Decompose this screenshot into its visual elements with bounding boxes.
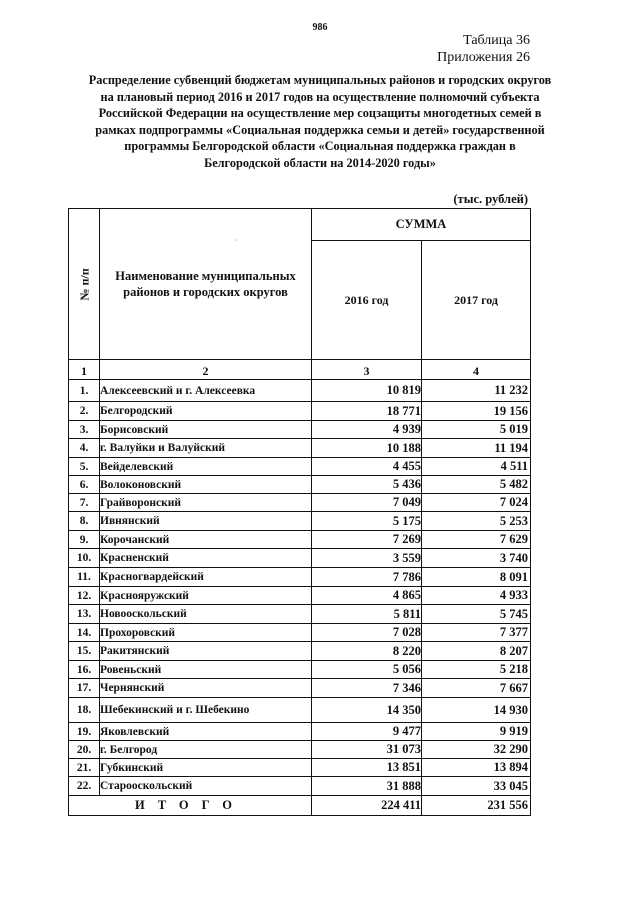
title-line: рамках подпрограммы «Социальная поддержка семьи и детей» государственной	[95, 122, 545, 137]
row-value-2017: 14 930	[422, 698, 531, 723]
subventions-table	[68, 208, 531, 816]
row-number: 9.	[69, 531, 100, 549]
table-row	[69, 679, 531, 698]
row-number: 2.	[69, 402, 100, 421]
title-line: Белгородской области на 2014-2020 годы»	[204, 155, 436, 170]
row-number: 3.	[69, 421, 100, 439]
row-number: 7.	[69, 494, 100, 512]
scan-mark: ·	[234, 236, 237, 245]
row-district-name: г. Белгород	[100, 741, 312, 759]
document-title	[70, 72, 570, 171]
row-value-2016: 10 819	[312, 380, 422, 402]
table-body	[69, 380, 531, 796]
row-district-name: Ракитянский	[100, 642, 312, 661]
row-value-2017: 7 667	[422, 679, 531, 698]
header-sum: СУММА	[312, 209, 531, 241]
table-row	[69, 698, 531, 723]
row-value-2016: 14 350	[312, 698, 422, 723]
row-value-2016: 7 786	[312, 568, 422, 587]
row-value-2016: 3 559	[312, 549, 422, 568]
row-value-2017: 4 933	[422, 587, 531, 605]
table-row	[69, 421, 531, 439]
row-value-2016: 5 436	[312, 476, 422, 494]
header-num: № п/п	[77, 268, 92, 301]
row-value-2017: 11 232	[422, 380, 531, 402]
row-number: 19.	[69, 723, 100, 741]
row-district-name: Ровеньский	[100, 661, 312, 679]
row-value-2017: 7 629	[422, 531, 531, 549]
row-value-2016: 8 220	[312, 642, 422, 661]
row-value-2017: 32 290	[422, 741, 531, 759]
row-district-name: Вейделевский	[100, 458, 312, 476]
row-value-2017: 5 218	[422, 661, 531, 679]
row-district-name: Новооскольский	[100, 605, 312, 624]
row-number: 18.	[69, 698, 100, 723]
row-value-2016: 10 188	[312, 439, 422, 458]
table-row	[69, 549, 531, 568]
row-district-name: Губкинский	[100, 759, 312, 777]
table-row	[69, 494, 531, 512]
table-row	[69, 723, 531, 741]
row-number: 14.	[69, 624, 100, 642]
row-value-2017: 3 740	[422, 549, 531, 568]
row-district-name: Красненский	[100, 549, 312, 568]
row-number: 16.	[69, 661, 100, 679]
row-value-2017: 33 045	[422, 777, 531, 796]
table-row	[69, 624, 531, 642]
row-district-name: Ивнянский	[100, 512, 312, 531]
row-value-2017: 5 482	[422, 476, 531, 494]
row-value-2016: 4 865	[312, 587, 422, 605]
row-value-2017: 9 919	[422, 723, 531, 741]
row-value-2017: 19 156	[422, 402, 531, 421]
table-row	[69, 439, 531, 458]
page-number: 986	[312, 22, 328, 33]
row-value-2016: 4 939	[312, 421, 422, 439]
table-ref-line2: Приложения 26	[437, 50, 530, 65]
row-number: 5.	[69, 458, 100, 476]
units-label: (тыс. рублей)	[453, 192, 528, 206]
total-label: ИТОГО	[69, 796, 312, 816]
row-value-2016: 7 346	[312, 679, 422, 698]
row-number: 22.	[69, 777, 100, 796]
header-year-2017: 2017 год	[422, 241, 531, 360]
row-value-2017: 11 194	[422, 439, 531, 458]
row-number: 4.	[69, 439, 100, 458]
row-number: 6.	[69, 476, 100, 494]
row-district-name: Алексеевский и г. Алексеевка	[100, 380, 312, 402]
row-number: 8.	[69, 512, 100, 531]
column-index-row	[69, 360, 531, 380]
row-district-name: Старооскольский	[100, 777, 312, 796]
row-district-name: Красногвардейский	[100, 568, 312, 587]
row-value-2016: 7 028	[312, 624, 422, 642]
row-district-name: г. Валуйки и Валуйский	[100, 439, 312, 458]
title-line: Российской Федерации на осуществление мер соцзащиты многодетных семей в	[98, 106, 542, 120]
table-row	[69, 661, 531, 679]
row-value-2016: 31 073	[312, 741, 422, 759]
title-line: на плановый период 2016 и 2017 годов на осуществление полномочий субъекта	[100, 89, 540, 104]
row-number: 10.	[69, 549, 100, 568]
row-district-name: Грайворонский	[100, 494, 312, 512]
row-value-2017: 8 207	[422, 642, 531, 661]
row-number: 20.	[69, 741, 100, 759]
col-index: 4	[422, 360, 531, 380]
row-value-2017: 8 091	[422, 568, 531, 587]
table-row	[69, 568, 531, 587]
total-row	[69, 796, 531, 816]
table-row	[69, 380, 531, 402]
row-value-2016: 5 175	[312, 512, 422, 531]
table-row	[69, 759, 531, 777]
row-number: 1.	[69, 380, 100, 402]
table-row	[69, 512, 531, 531]
table-row	[69, 587, 531, 605]
row-district-name: Волоконовский	[100, 476, 312, 494]
table-row	[69, 605, 531, 624]
row-number: 17.	[69, 679, 100, 698]
col-index: 2	[100, 360, 312, 380]
table-ref-line1: Таблица 36	[463, 33, 530, 48]
total-2016: 224 411	[312, 796, 422, 816]
col-index: 1	[69, 360, 100, 380]
row-value-2016: 4 455	[312, 458, 422, 476]
row-value-2017: 5 253	[422, 512, 531, 531]
row-value-2017: 5 019	[422, 421, 531, 439]
row-value-2016: 9 477	[312, 723, 422, 741]
header-name-line2: районов и городских округов	[123, 285, 288, 299]
table-row	[69, 777, 531, 796]
row-district-name: Яковлевский	[100, 723, 312, 741]
table-row	[69, 531, 531, 549]
title-line: программы Белгородской области «Социальная поддержка граждан в	[124, 139, 516, 153]
table-row	[69, 741, 531, 759]
header-num-cell	[69, 209, 100, 360]
row-district-name: Корочанский	[100, 531, 312, 549]
table-row	[69, 476, 531, 494]
row-number: 13.	[69, 605, 100, 624]
header-name-line1: Наименование муниципальных	[115, 269, 296, 283]
row-number: 15.	[69, 642, 100, 661]
row-number: 21.	[69, 759, 100, 777]
table-row	[69, 402, 531, 421]
row-value-2016: 13 851	[312, 759, 422, 777]
row-value-2017: 13 894	[422, 759, 531, 777]
row-number: 12.	[69, 587, 100, 605]
row-district-name: Прохоровский	[100, 624, 312, 642]
row-value-2016: 5 056	[312, 661, 422, 679]
row-value-2016: 7 269	[312, 531, 422, 549]
row-district-name: Борисовский	[100, 421, 312, 439]
header-row-top	[69, 209, 531, 241]
row-value-2017: 4 511	[422, 458, 531, 476]
col-index: 3	[312, 360, 422, 380]
total-2017: 231 556	[422, 796, 531, 816]
row-district-name: Краснояружский	[100, 587, 312, 605]
header-name-cell	[100, 209, 312, 360]
table-row	[69, 458, 531, 476]
row-value-2017: 7 024	[422, 494, 531, 512]
row-district-name: Шебекинский и г. Шебекино	[100, 698, 312, 723]
header-year-2016: 2016 год	[312, 241, 422, 360]
row-value-2016: 18 771	[312, 402, 422, 421]
row-value-2016: 31 888	[312, 777, 422, 796]
row-district-name: Чернянский	[100, 679, 312, 698]
row-value-2017: 5 745	[422, 605, 531, 624]
table-reference	[437, 32, 530, 66]
row-value-2016: 7 049	[312, 494, 422, 512]
title-line: Распределение субвенций бюджетам муниципальных районов и городских округов	[88, 73, 552, 87]
row-district-name: Белгородский	[100, 402, 312, 421]
row-value-2017: 7 377	[422, 624, 531, 642]
row-number: 11.	[69, 568, 100, 587]
table-row	[69, 642, 531, 661]
row-value-2016: 5 811	[312, 605, 422, 624]
